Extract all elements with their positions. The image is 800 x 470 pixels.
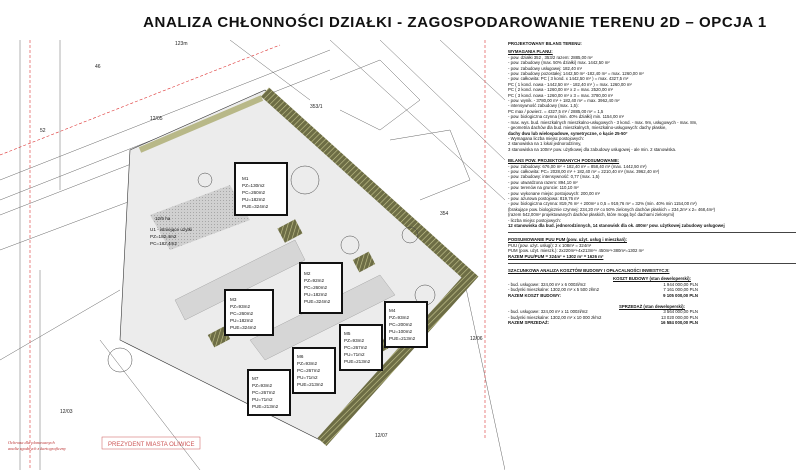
parcel-num-2: 354 (440, 211, 449, 217)
building-M4-pc: PC=200m2 (389, 322, 413, 327)
building-M1-pu: PU=182m2 (242, 197, 266, 202)
bilans-line: - pow. zabudowy: intensywność: 0,77 (max. 1,5) (508, 174, 600, 180)
lot-info-line-2: PZ=182,4m2 (150, 234, 177, 239)
cost-total-row (508, 293, 698, 298)
sale-row-label: - budynki mieszkalne: 1302,00 m² x 10 000 zł/m2 (508, 314, 602, 320)
building-M1-pc: PC=260m2 (242, 190, 266, 195)
building-M6-pc: PC=267m2 (297, 368, 321, 373)
building-M5-pue: PUE=213m2 (344, 359, 371, 364)
req-list (508, 55, 796, 152)
bilans-line: - pow. biologiczna czynna: 819,76 m² + 200m² x 0,5 = 919,76 m² = 32% (min. 40% min 1154,00 m²) (508, 201, 697, 207)
req-line: PC ( 2 kond. nowa - 1260,00 m² x 2 = max. 2520,00 m² (508, 87, 613, 93)
req-line: 2 stanowiska na 1 lokal jednorodzinny, (508, 141, 582, 147)
req-line: - pow. działki 352 , 353/2 razem: 2885,00 m² (508, 54, 593, 60)
lot-info-line-3: PC=182,4m2 (150, 241, 177, 246)
building-M2-pz: PZ=92m2 (304, 278, 325, 283)
building-M2 (300, 263, 342, 313)
req-line: - pow. zabudowy (max. 50% działki) max. 1442,50 m² (508, 60, 610, 66)
parcel-num-4: 52 (40, 128, 46, 134)
sale-total-row (508, 320, 698, 325)
building-M3-label: M3 (230, 297, 237, 302)
req-line: - geometria dachów dla bud. mieszkalnych, mieszkalno-usługowych: dachy płaskie, (508, 125, 667, 131)
req-line: - pow. zabudowy usługowej: 182,40 m² (508, 65, 583, 71)
sale-row-value: 3 564 000,00 PLN (663, 309, 698, 315)
cost-row-value: 1 944 000,00 PLN (663, 281, 698, 287)
bilans-line: - liczba miejsc postojowych: (508, 217, 562, 223)
footer-note-2: analiz zgodnych z kartograficzny (8, 446, 66, 451)
req-line: - intensywność zabudowy (max. 1,5): (508, 103, 579, 109)
building-M2-pu: PU=182m2 (304, 292, 328, 297)
parcel-num-1: 353/1 (310, 104, 323, 110)
req-line: - Wymagana liczba miejsc postojowych: (508, 135, 584, 141)
page-title: ANALIZA CHŁONNOŚCI DZIAŁKI - ZAGOSPODAROWANIE TERENU 2D – OPCJA 1 (143, 14, 767, 31)
separator (508, 263, 796, 264)
bilans-line: 12 stanowiska dla bud. jednorodzinnych, 14 stanowisk dla ok. 400m² pow. użytkowej zabudowy usługowej (508, 223, 725, 228)
bilans-line: (razem 542,00m² projektowanych dachów płaskich, które mogą być dachami zielonymi) (508, 212, 675, 218)
building-M6-pz: PZ=93m2 (297, 361, 318, 366)
lot-info-line-1: U1 - istniejące użytki (150, 227, 193, 232)
req-line: - pow. zabudowy pozostałej: 1442,50 m² -182,40 m² = max. 1260,00 m² (508, 71, 644, 77)
building-M4-pu: PU=100m2 (389, 329, 413, 334)
parcel-num-6: 12/03 (60, 409, 73, 415)
building-M4-pue: PUE=213m2 (389, 336, 416, 341)
building-M7-label: M7 (252, 376, 259, 381)
bilans-line: - pow. zabudowy: 676,00 m² + 182,40 m² = 858,40 m² (max. 1442,50 m²) (508, 163, 647, 169)
bilans-line: - pow. ażurowa postojowa: 819,76 m² (508, 195, 580, 201)
separator (508, 232, 796, 233)
bilans-line: (brakujące pow. biologicznie czynnej: 234,20 m² co 50% zielonych dachów płaskich = 234,2m² x 2= 468,4m²) (508, 206, 716, 212)
building-M1-label: M1 (242, 176, 249, 181)
req-line: dachy dwu lub wielospadowe, symetryczne, o kącie 25-50° (508, 130, 628, 136)
building-M2-pue: PUE=324m2 (304, 299, 331, 304)
sale-row-label: - bud. usługowe: 324,00 m² x 11 000zł/m2 (508, 309, 588, 315)
bilans-line: - pow. całkowita: PC= 2028,00 m² + 182,40 m² = 2210,40 m² (max. 3962,40 m²) (508, 168, 660, 174)
req-title: WYMAGANIA PLANU: (508, 49, 553, 55)
sale-total-value: 16 584 000,00 PLN (660, 320, 698, 326)
req-line: - pow. biologiczna czynna (min. 40% działki) min. 1154,00 m² (508, 114, 624, 120)
building-M1-pue: PUE=324m2 (242, 204, 269, 209)
building-M2-pc: PC=260m2 (304, 285, 328, 290)
bilans-line: - pow. terenów na gruncie: 110,10 m² (508, 185, 579, 191)
building-M4-label: M4 (389, 308, 396, 313)
pum-line: PUU (pow. użyt. usługi): 2 x 108m² = 324m² (508, 242, 592, 248)
req-line: 3 stanowiska na 100m² pow. użytkowej dla zabudowy usługowej - ale min. 2 stanowiska. (508, 146, 677, 152)
building-M7-pc: PC=267m2 (252, 390, 276, 395)
panel-heading: PROJEKTOWANY BILANS TERENU: (508, 41, 582, 46)
cost-row-label: - budynki mieszkalne: 1302,00 m² x 5 500 zł/m2 (508, 287, 599, 293)
req-line: PC ( 3 kond. nowa - 1260,00 m² x 3 = max. 3780,00 m² (508, 92, 613, 98)
pum-title: PODSUMOWANIE PUU PUM (pow. użyt. usług i mieszkań): (508, 237, 627, 243)
building-M5 (340, 325, 382, 370)
parcel-num-3: 46 (95, 64, 101, 70)
building-M5-label: M5 (344, 331, 351, 336)
building-M1-pz: PZ=130m2 (242, 183, 265, 188)
building-M4 (385, 302, 427, 347)
sale-table (508, 309, 698, 325)
cost-title: SZACUNKOWA ANALIZA KOSZTÓW BUDOWY I OPŁACALNOŚCI INWESTYCJI: (508, 268, 670, 274)
building-M3 (225, 290, 273, 335)
parcel-num-8: 12/06 (470, 336, 483, 342)
req-line: PC ( 1 kond. nowa - 1442,50 m² - 182,40 m² ) = max. 1260,00 m² (508, 81, 632, 87)
building-M5-pu: PU=71m2 (344, 352, 365, 357)
building-M5-pz: PZ=93m2 (344, 338, 365, 343)
cost-row-value: 7 161 000,00 PLN (663, 287, 698, 293)
building-M6 (293, 348, 335, 393)
pum-line: PUM (pow. użyt. mieszk.): 2x220m²+4x213m²+ 450m²+380m²=1302 m² (508, 248, 644, 254)
site-plan-map (0, 40, 505, 470)
building-M1 (235, 163, 287, 215)
cost-total-label: RAZEM KOSZT BUDOWY: (508, 292, 561, 298)
cost-row-label: - bud. usługowe: 324,00 m² x 6 000zł/m2 (508, 281, 586, 287)
bilans-panel (508, 38, 796, 468)
cost-table (508, 282, 698, 298)
req-line: - pow. całkowita: PC ( 3 kond. x 1442,50 m² ) = max. 4327,5 m² (508, 76, 629, 82)
sale-row-value: 13 020 000,00 PLN (660, 314, 698, 320)
cost-total-value: 9 105 000,00 PLN (663, 292, 698, 298)
bilans-line: - pow. utwardzona razem: 894,10 m² (508, 179, 578, 185)
req-line: - max. wys. bud. mieszkalnych mieszkalno-usługowych - 3 kond. - max. 9m, usługowych - max. 8m, (508, 119, 698, 125)
sale-total-label: RAZEM SPRZEDAŻ: (508, 320, 550, 326)
building-M4-pz: PZ=93m2 (389, 315, 410, 320)
building-M3-pue: PUE=324m2 (230, 325, 257, 330)
footer-note-1: Ochrona dla planowanych (8, 440, 55, 445)
stamp-text: PREZYDENT MIASTA OLIWICE (108, 442, 195, 448)
req-line: - pow. wynik. - 3780,00 m² + 182,40 m² = max. 3962,40 m² (508, 98, 620, 104)
pum-total: RAZEM PUU/PUM = 324m² + 1302 m² = 1626 m² (508, 253, 604, 259)
lot-name: 12/5 ha (155, 216, 171, 221)
req-line: PC max / powierz. = 4327,5 m² / 2885,00 m² = 1,5 (508, 108, 604, 114)
sale-subtitle: SPRZEDAŻ (stan deweloperski): (619, 304, 685, 310)
building-M3-pc: PC=260m2 (230, 311, 254, 316)
bilans-list (508, 164, 796, 229)
building-M6-label: M6 (297, 354, 304, 359)
building-M3-pz: PZ=93m2 (230, 304, 251, 309)
parcel-num-7: 12/05 (150, 116, 163, 122)
building-M6-pu: PU=71m2 (297, 375, 318, 380)
building-M5-pc: PC=267m2 (344, 345, 368, 350)
bilans-title: BILANS POW. PROJEKTOWANYCH PODSUMOWANIE: (508, 158, 620, 164)
bilans-line: - pow. wykonane miejsc postojowych: 200,00 m² (508, 190, 600, 196)
parcel-num-9: 12/07 (375, 433, 388, 439)
parcel-num-5: 123m (175, 41, 188, 47)
building-M7-pu: PU=71m2 (252, 397, 273, 402)
building-M6-pue: PUE=213m2 (297, 382, 324, 387)
building-M7-pz: PZ=93m2 (252, 383, 273, 388)
building-M7 (248, 370, 290, 415)
building-M7-pue: PUE=213m2 (252, 404, 279, 409)
building-M3-pu: PU=182m2 (230, 318, 254, 323)
building-M2-label: M2 (304, 271, 311, 276)
cost-subtitle: KOSZT BUDOWY (stan deweloperski): (613, 276, 691, 282)
